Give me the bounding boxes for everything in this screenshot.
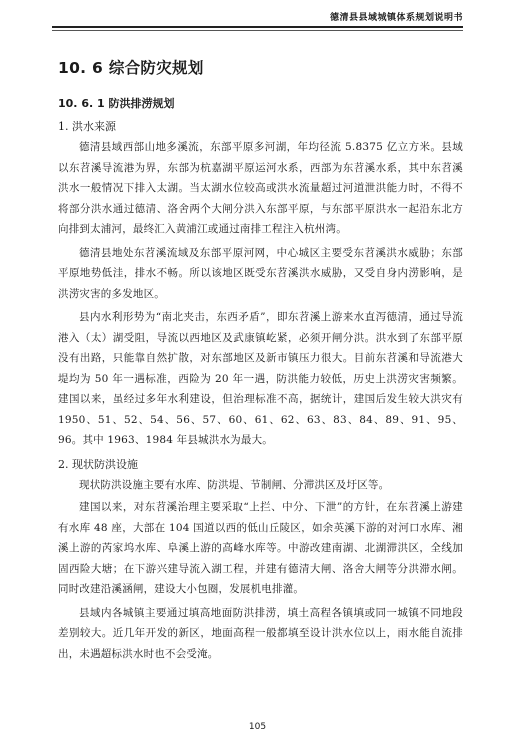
header-rule-thick xyxy=(52,26,463,28)
subsection-title: 10. 6. 1 防洪排涝规划 xyxy=(58,97,175,110)
item-heading-flood-source: 1. 洪水来源 xyxy=(58,120,116,133)
section-title: 10. 6 综合防灾规划 xyxy=(58,59,204,77)
page-number: 105 xyxy=(248,722,267,732)
item-flood-source xyxy=(58,116,463,451)
paragraph: 县域内各城镇主要通过填高地面防洪排涝，填土高程各镇填或同一城镇不同地段差别较大。近几年开发的新区，地面高程一般都填至设计洪水位以上，雨水能自流排出，未遇超标洪水时也不会受淹。 xyxy=(58,606,463,660)
paragraph: 现状防洪设施主要有水库、防洪堤、节制闸、分滞洪区及圩区等。 xyxy=(79,478,390,491)
page-content xyxy=(58,56,463,667)
paragraph: 建国以来，对东苕溪治理主要采取“上拦、中分、下泄”的方针，在东苕溪上游建有水库 48 座，大部在 104 国道以西的低山丘陵区，如余英溪下游的对河口水库、湘溪上游的芮家坞水库、阜溪上游的高峰水库等。中游改建南湖、北湖滞洪区，全线加固西险大塘；在下游兴建导流入湖工程，并建有德清大闸、洛舍大闸等分洪滞水闸。同时改建沿溪涵闸，建设大小包圈，发展机电排灌。 xyxy=(58,501,463,595)
paragraph: 德清县地处东苕溪流域及东部平原河网，中心城区主要受东苕溪洪水威胁；东部平原地势低洼，排水不畅。所以该地区既受东苕溪洪水威胁，又受自身内涝影响，是洪涝灾害的多发地区。 xyxy=(58,246,463,300)
item-existing-facilities xyxy=(58,454,463,665)
running-header: 德清县县域城镇体系规划说明书 xyxy=(329,13,463,23)
paragraph: 县内水利形势为“南北夹击，东西矛盾”，即东苕溪上游来水直泻德清，通过导流港入（太）湖受阻，导流以西地区及武康镇屹紧，必须开闸分洪。洪水到了东部平原没有出路，只能靠自然扩散，对东部地区及新市镇压力很大。目前东苕溪和导流港大堤均为 50 年一遇标准，西险为 20 年一遇，防洪能力较低，历史上洪涝灾害频繁。建国以来，虽经过多年水利建设，但治理标准不高，据统计，建国后发生较大洪灾有 1950、51、52、54、56、57、60、61、62、63、83、84、89、91、95、96。其中 1963、1984 年县城洪水为最大。 xyxy=(58,311,463,446)
header-rule-thin xyxy=(52,30,463,31)
paragraph: 德清县域西部山地多溪流，东部平原多河湖，年均径流 5.8375 亿立方米。县域以东苕溪导流港为界，东部为杭嘉湖平原运河水系，西部为东苕溪水系，其中东苕溪洪水一般情况下排入太湖。当太湖水位较高或洪水流量超过河道泄洪能力时，不得不将部分洪水通过德清、洛舍两个大闸分洪入东部平原，与东部平原洪水一起沿东北方向排到太浦河，最终汇入黄浦江或通过南排工程注入杭州湾。 xyxy=(58,141,463,235)
item-heading-existing-facilities: 2. 现状防洪设施 xyxy=(58,457,138,471)
